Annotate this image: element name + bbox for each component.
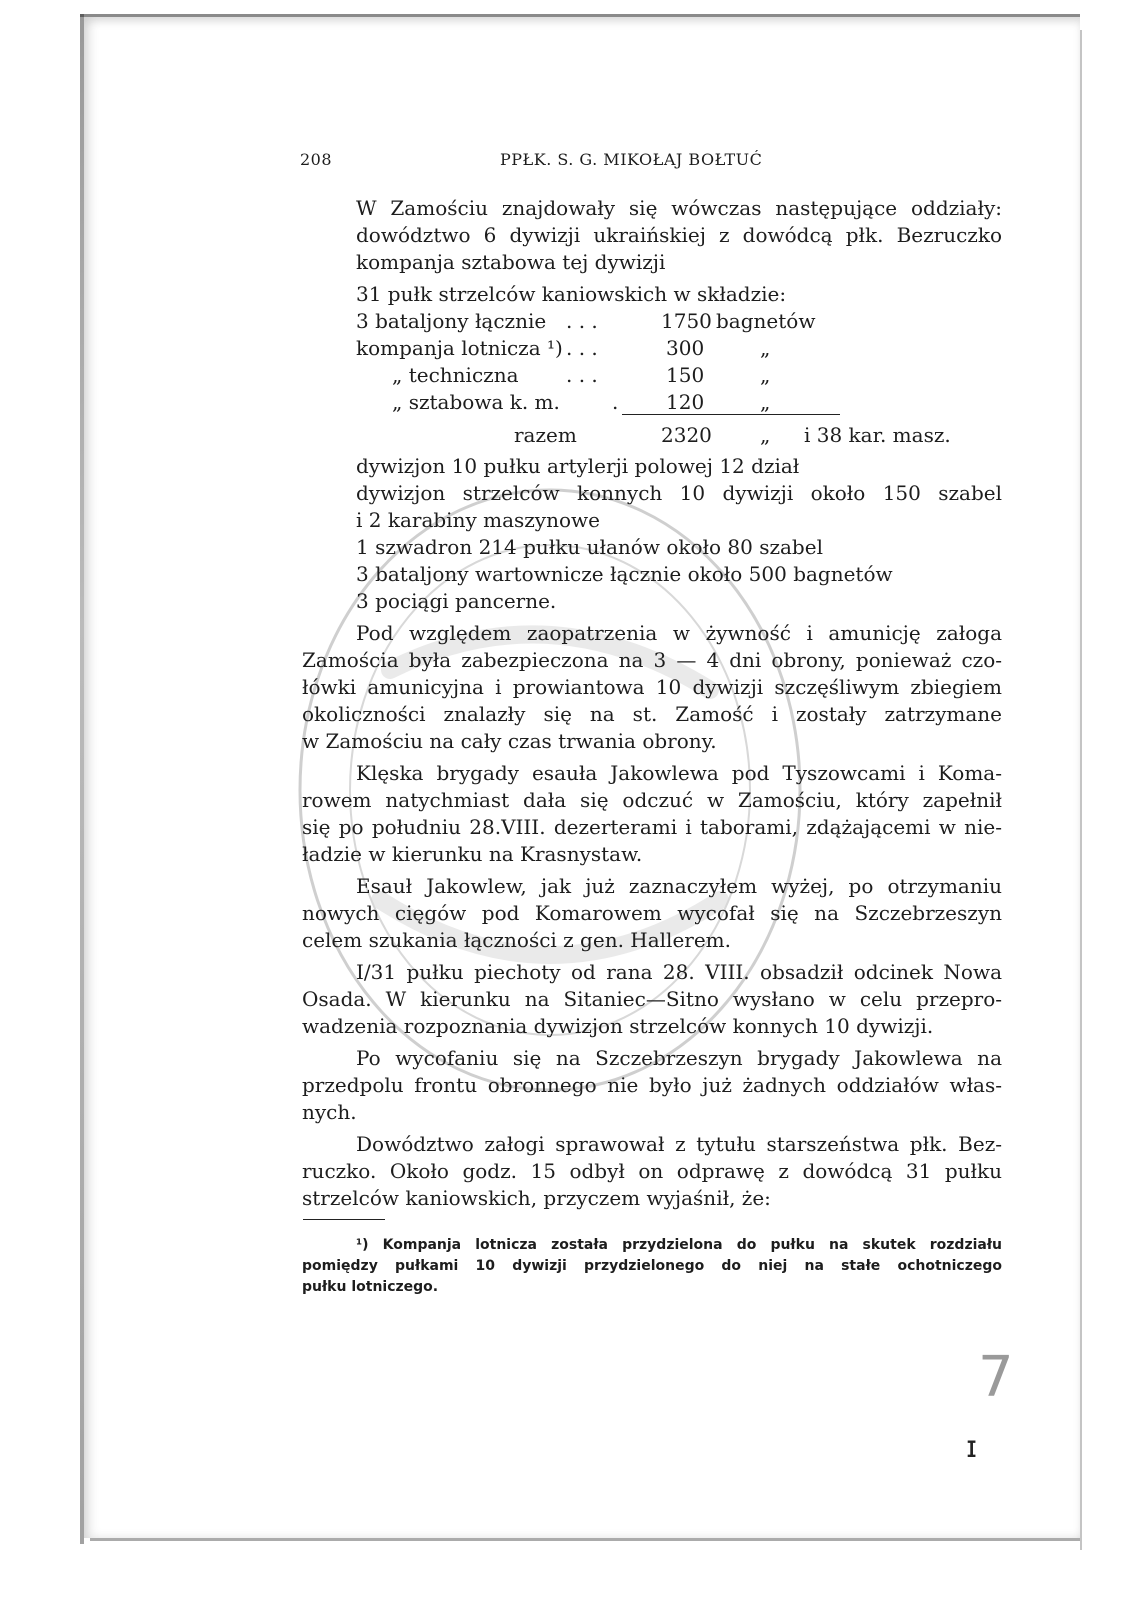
unit-unit: „ — [760, 390, 771, 414]
unit-dots: . . . — [566, 336, 598, 360]
unit-value: 300 — [666, 336, 705, 360]
page-number: 208 — [300, 150, 333, 169]
paragraph-line: ładzie w kierunku na Krasnystaw. — [302, 842, 643, 866]
list-item: dywizjon 10 pułku artylerji polowej 12 dział — [356, 454, 800, 478]
handwritten-page-mark: 7 — [978, 1345, 1014, 1410]
unit-value: 120 — [666, 390, 705, 414]
unit-unit: bagnetów — [716, 309, 816, 333]
handwritten-bottom-mark: ɪ — [966, 1430, 978, 1465]
paragraph-line: strzelców kaniowskich, przyczem wyjaśnił, że: — [302, 1186, 771, 1210]
paragraph-line: przedpolu frontu obronnego nie było już żadnych oddziałów włas- — [302, 1073, 1002, 1097]
unit-unit: „ — [760, 363, 771, 387]
unit-name: kompanja lotnicza ¹) — [356, 336, 563, 360]
paragraph-line: celem szukania łączności z gen. Hallerem. — [302, 928, 732, 952]
paragraph-line: nowych cięgów pod Komarowem wycofał się na Szczebrzeszyn — [302, 901, 1002, 925]
footnote-line: pomiędzy pułkami 10 dywizji przydzielonego do niej na stałe ochotniczego — [302, 1258, 1002, 1274]
list-item: 1 szwadron 214 pułku ułanów około 80 szabel — [356, 535, 823, 559]
unit-dots: . . . — [566, 363, 598, 387]
footnote-line: pułku lotniczego. — [302, 1279, 439, 1295]
scan-edge-right — [1080, 30, 1082, 1550]
unit-name: 3 bataljony łącznie — [356, 309, 547, 333]
unit-dots: . — [612, 390, 619, 414]
total-value: 2320 — [661, 423, 712, 447]
paragraph-line: I/31 pułku piechoty od rana 28. VIII. obsadził odcinek Nowa — [356, 960, 1002, 984]
running-head: PPŁK. S. G. MIKOŁAJ BOŁTUĆ — [500, 150, 763, 169]
list-item: dywizjon strzelców konnych 10 dywizji około 150 szabel — [356, 481, 1002, 505]
paragraph-line: się po południu 28.VIII. dezerterami i taborami, zdążającemi w nie- — [302, 815, 1002, 839]
total-unit: „ — [760, 423, 771, 447]
text-line: 31 pułk strzelców kaniowskich w składzie: — [356, 282, 787, 306]
total-extra: i 38 kar. masz. — [804, 423, 951, 447]
paragraph-line: rowem natychmiast dała się odczuć w Zamościu, który zapełnił — [302, 788, 1002, 812]
footnote-rule — [303, 1219, 385, 1220]
text-line: dowództwo 6 dywizji ukraińskiej z dowódcą płk. Bezruczko — [356, 223, 1002, 247]
unit-value: 1750 — [661, 309, 712, 333]
scan-edge-bottom — [90, 1538, 1080, 1541]
paragraph-line: Esauł Jakowlew, jak już zaznaczyłem wyżej, po otrzymaniu — [356, 874, 1002, 898]
text-line: kompanja sztabowa tej dywizji — [356, 250, 666, 274]
paragraph-line: Osada. W kierunku na Sitaniec—Sitno wysłano w celu przepro- — [302, 987, 1002, 1011]
paragraph-line: nych. — [302, 1100, 357, 1124]
unit-name: „ sztabowa k. m. — [392, 390, 560, 414]
paragraph-line: ruczko. Około godz. 15 odbył on odprawę z dowódcą 31 pułku — [302, 1159, 1002, 1183]
total-label: razem — [514, 423, 577, 447]
paragraph-line: wadzenia rozpoznania dywizjon strzelców konnych 10 dywizji. — [302, 1014, 934, 1038]
list-item: 3 bataljony wartownicze łącznie około 500 bagnetów — [356, 562, 893, 586]
paragraph-line: Zamościa była zabezpieczona na 3 — 4 dni obrony, ponieważ czo- — [302, 648, 1002, 672]
paragraph-line: Po wycofaniu się na Szczebrzeszyn brygady Jakowlewa na — [356, 1046, 1002, 1070]
unit-dots: . . . — [566, 309, 598, 333]
text-line: W Zamościu znajdowały się wówczas następujące oddziały: — [356, 196, 1002, 220]
paragraph-line: Klęska brygady esauła Jakowlewa pod Tyszowcami i Koma- — [356, 761, 1002, 785]
list-item: 3 pociągi pancerne. — [356, 589, 557, 613]
unit-name: „ techniczna — [392, 363, 519, 387]
page-header — [300, 150, 820, 174]
paragraph-line: w Zamościu na cały czas trwania obrony. — [302, 729, 717, 753]
sum-rule — [622, 414, 840, 415]
unit-unit: „ — [760, 336, 771, 360]
footnote-line: ¹) Kompanja lotnicza została przydzielona do pułku na skutek rozdziału — [356, 1237, 1002, 1253]
list-item: i 2 karabiny maszynowe — [356, 508, 600, 532]
paragraph-line: Pod względem zaopatrzenia w żywność i amunicję załoga — [356, 621, 1002, 645]
unit-value: 150 — [666, 363, 705, 387]
paragraph-line: okoliczności znalazły się na st. Zamość i zostały zatrzymane — [302, 702, 1002, 726]
paragraph-line: Dowództwo załogi sprawował z tytułu starszeństwa płk. Bez- — [356, 1132, 1002, 1156]
paragraph-line: łówki amunicyjna i prowiantowa 10 dywizji szczęśliwym zbiegiem — [302, 675, 1002, 699]
